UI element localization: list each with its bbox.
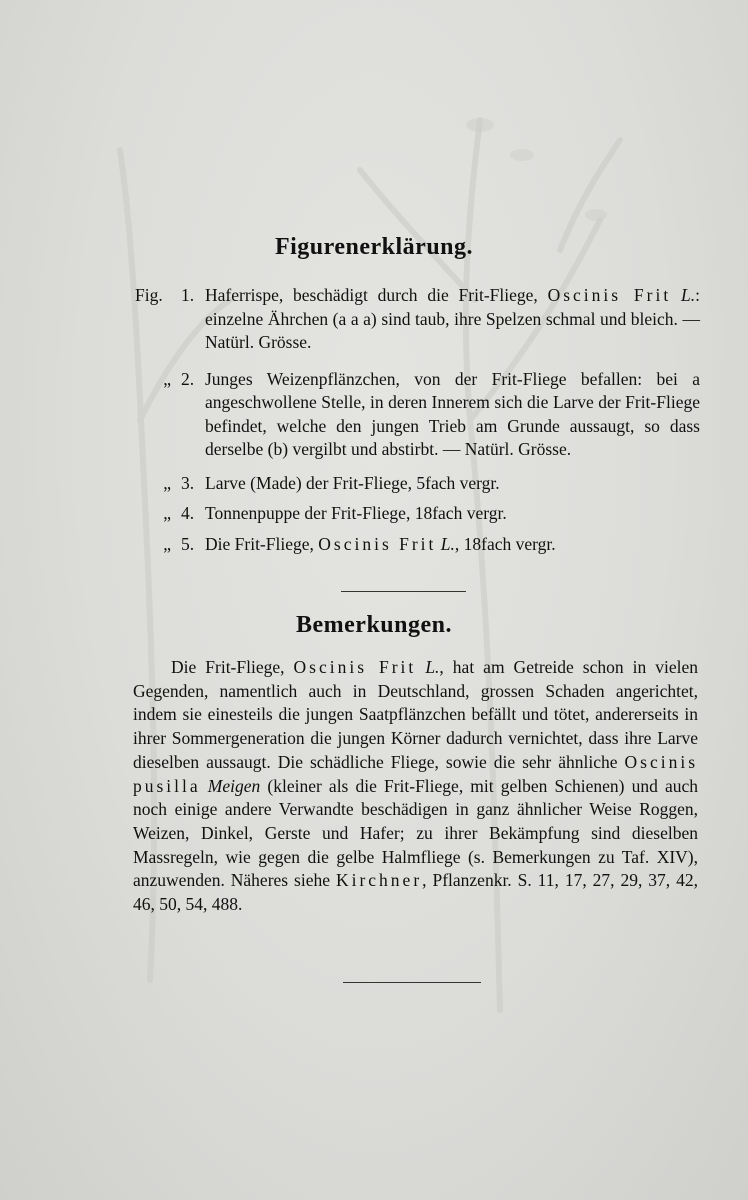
text-run: Tonnenpuppe der Frit-Fliege, 18fach vergr. [205,503,507,523]
figure-description [205,284,700,355]
figure-number: 1. [181,285,195,305]
figure-number: 4. [181,503,195,523]
figure-entry [135,368,700,462]
ditto-mark: „ [163,533,171,554]
figure-number: 5. [181,533,195,554]
taxon-name: Oscinis Frit [293,657,417,677]
figure-number: 3. [181,472,195,493]
author-name: Meigen [207,775,261,796]
text-run [416,657,425,677]
text-run: , hat am Getreide schon in vielen Gegenden, namentlich auch in Deutschland, grossen Schaden angerichtet, indem sie einesteils die jungen Saatpflänzchen befällt und tötet, andererseits in ihrer Sommergeneration die jungen Körner dadurch vernichtet, dass ihre Larve dieselben aussaugt. Die schädliche Fliege, sowie die sehr ähnliche [133,657,699,772]
text-run: (kleiner als die Frit-Fliege, mit gelben Schienen) und auch noch einige andere Verwandte beschädigen in ganz ähnlicher Weise Roggen, Weizen, Dinkel, Gerste und Hafer; zu ihrer Bekämpfung sind dieselben Massregeln, wie gegen die gelbe Halmfliege (s. Bemerkungen zu Taf. XIV), anzuwenden. Näheres siehe [133,775,698,891]
ditto-mark: „ [163,472,171,493]
taxon-name: Oscinis pusilla [133,751,698,796]
figure-entry [135,284,700,355]
author-name: L. [425,657,440,677]
text-run: , Pflanzenkr. S. 11, 17, 27, 29, 37, 42, 46, 50, 54, 488. [133,870,698,915]
text-run [671,285,681,305]
figure-description [205,472,700,496]
ditto-mark: „ [163,503,171,523]
remarks-paragraph [133,656,698,917]
end-divider [343,982,481,983]
text-run [201,776,208,796]
text-run: Die Frit-Fliege, [171,657,294,677]
author-name: L. [440,533,455,554]
text-run: Haferrispe, beschädigt durch die Frit-Fliege, [205,285,548,305]
divider [341,591,466,592]
text-run: Die Frit-Fliege, [205,533,319,554]
figure-legend-heading: Figurenerklärung. [274,234,474,260]
figure-description [205,502,700,526]
taxon-name: Oscinis Frit [547,285,672,305]
taxon-name: Kirchner [335,870,423,891]
author-name: L. [681,285,696,305]
figure-number: 2. [181,368,195,389]
figure-entry [135,533,700,557]
taxon-name: Oscinis Frit [318,533,437,554]
text-run: , 18fach vergr. [454,533,556,554]
figure-entry [135,502,700,526]
text-run: Junges Weizenpflänzchen, von der Frit-Fliege befallen: bei a angeschwollene Stelle, in deren Innerem sich die Larve der Frit-Fliege befindet, welche den jungen Trieb am Grunde aussaugt, so dass derselbe (b) vergilbt und abstirbt. — Natürl. Grösse. [205,368,700,459]
figure-entry [135,472,700,496]
ditto-mark: „ [163,368,171,389]
remarks-heading: Bemerkungen. [296,612,452,638]
figure-description [205,368,700,462]
fig-prefix: Fig. [135,285,163,305]
text-run: : einzelne Ährchen (a a a) sind taub, ihre Spelzen schmal und bleich. — Natürl. Grösse. [205,285,701,352]
figure-legend [135,284,700,563]
text-run: Larve (Made) der Frit-Fliege, 5fach vergr. [205,472,500,493]
figure-description [205,533,700,557]
